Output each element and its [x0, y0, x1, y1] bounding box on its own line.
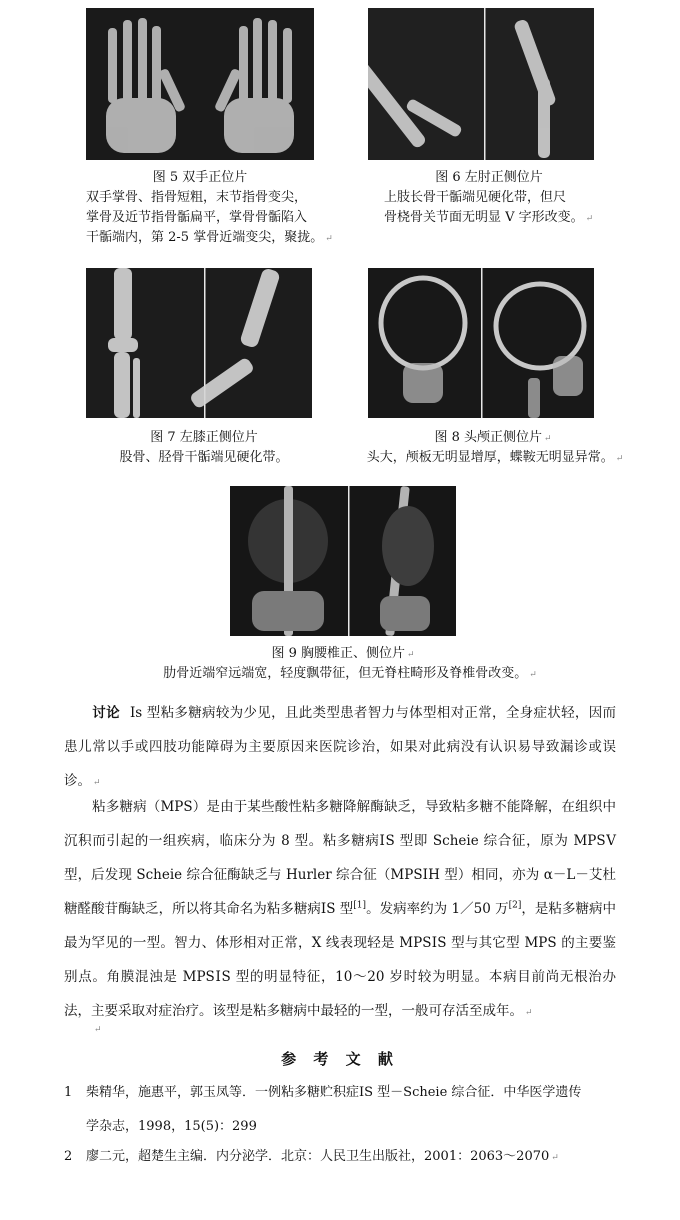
figure-7-description: 股骨、胫骨干骺端见硬化带。: [119, 450, 289, 465]
figure-5-description: [86, 188, 356, 249]
figure-7-image: [86, 268, 312, 418]
figure-9-image: [230, 486, 456, 636]
figure-7-caption: 图 7 左膝正侧位片: [150, 430, 258, 445]
figure-5-image: [86, 8, 314, 160]
figure-9-caption: 图 9 胸腰椎正、侧位片 ↵: [271, 646, 415, 661]
discussion-paragraph-1: 讨论 Is 型粘多糖病较为少见，且此类型患者智力与体型相对正常，全身症状轻，因而患儿常以手或四肢功能障碍为主要原因来医院诊治，如果对此病没有认识易导致漏诊或误诊。 ↵: [64, 705, 616, 789]
figure-6-description: [384, 188, 644, 229]
figure-6-desc-line: 骨桡骨关节面无明显 V 字形改变。 ↵: [384, 210, 594, 225]
figure-6-desc-line: 上肢长骨干骺端见硬化带，但尺: [384, 190, 567, 205]
figure-8-caption: 图 8 头颅正侧位片 ↵: [434, 430, 552, 445]
reference-item-2: 2 廖二元，超楚生主编．内分泌学．北京：人民卫生出版社，2001：2063～2070 ↵: [64, 1149, 559, 1164]
figure-9-description: 肋骨近端窄远端宽，轻度飘带征，但无脊柱畸形及脊椎骨改变。 ↵: [163, 666, 537, 681]
figure-5-desc-line: 掌骨及近节指骨骺扁平，掌骨骨骺陷入: [86, 210, 308, 225]
figure-6-image: [368, 8, 594, 160]
citation-1[interactable]: [1]: [353, 900, 367, 911]
figure-8-description: 头大，颅板无明显增厚，蝶鞍无明显异常。 ↵: [366, 450, 624, 465]
figure-5-desc-line: 双手掌骨、指骨短粗，末节指骨变尖，: [86, 190, 308, 205]
discussion-paragraph-2: 粘多糖病（MPS）是由于某些酸性粘多糖降解酶缺乏，导致粘多糖不能降解，在组织中沉积而引起的一组疾病，临床分为 8 型。粘多糖病ⅠS 型即 Scheie 综合征，原为 MPSⅤ型，后发现 Scheie 综合征酶缺乏与 Hurler 综合征（MPSⅠH 型）相同，亦为 α－L－艾杜糖醛酸苷酶缺乏，所以将其命名为粘多糖病ⅠS 型[1]。发病率约为 1／50 万[2]，是粘多糖病中最为罕见的一型。智力、体形相对正常，X 线表现轻是 MPSⅠS 型与其它型 MPS 的主要鉴别点。角膜混浊是 MPSⅠS 型的明显特征，10～20 岁时较为明显。本病目前尚无根治办法，主要采取对症治疗。该型是粘多糖病中最轻的一型，一般可存活至成年。 ↵: [64, 799, 617, 1019]
reference-item-1: 1 柴精华，施惠平，郭玉凤等．一例粘多糖贮积症ⅠS 型－Scheie 综合征．中华医学遗传 学杂志，1998，15(5)：299: [64, 1085, 582, 1134]
references-title: 参 考 文 献: [281, 1050, 399, 1068]
figure-8-image: [368, 268, 594, 418]
discussion-heading: 讨论: [92, 705, 120, 721]
figure-5-desc-line: 干骺端内，第 2-5 掌骨近端变尖，聚拢。 ↵: [86, 230, 333, 245]
figure-5-caption: 图 5 双手正位片: [152, 170, 248, 185]
figure-6-caption: 图 6 左肘正侧位片: [435, 170, 543, 185]
empty-paragraph-mark: ↵: [94, 1025, 102, 1035]
citation-2[interactable]: [2]: [508, 900, 522, 911]
